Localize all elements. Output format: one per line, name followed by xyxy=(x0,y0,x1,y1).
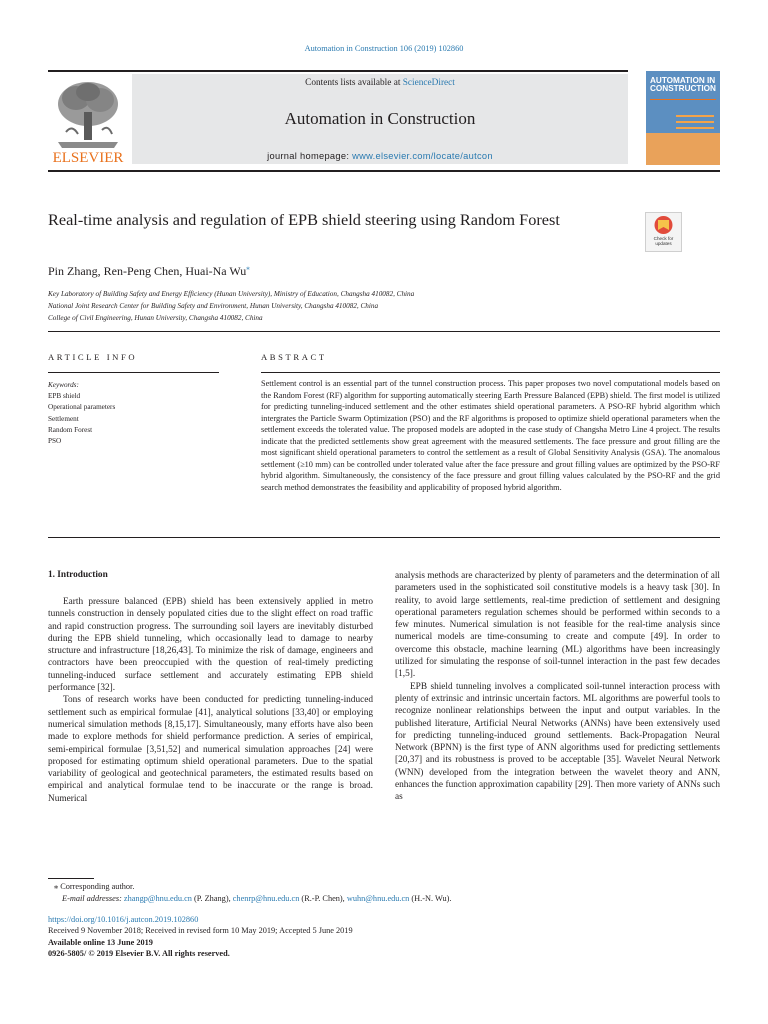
email-link[interactable]: zhangp@hnu.edu.cn xyxy=(123,894,192,904)
keyword-item: EPB shield xyxy=(48,392,81,401)
cover-title-line2: CONSTRUCTION xyxy=(650,84,716,94)
body-paragraph: analysis methods are characterized by plenty of parameters and the determination of all parameters used in the sophisticated soil constitutive models is a heavy task [30]. In reality, to avoid large settlements, real-time prediction of settlement and designing operational parameters regulation schemes should be performed within seconds to a few minutes. Numerical simulation is not feasible for the real-time analysis since numerical models are time-consuming to create and compute [49]. In order to overcome this obstacle, machine learning (ML) algorithms have been increasingly utilized for simulating the response of soil-tunnel interaction in the past few decades [1,5]. xyxy=(395,571,720,680)
keywords-label: Keywords: xyxy=(48,381,79,389)
elsevier-logo[interactable] xyxy=(48,76,128,164)
publication-info xyxy=(48,914,353,960)
affiliation-item: National Joint Research Center for Building Safety and Environment, Hunan University, Changsha 410082, China xyxy=(48,302,379,310)
cover-title xyxy=(650,77,716,94)
email-owner: (P. Zhang), xyxy=(191,894,233,904)
email-line xyxy=(48,893,451,905)
footnote-rule xyxy=(48,878,94,879)
cover-stripe xyxy=(676,115,714,117)
email-owner: (R.-P. Chen), xyxy=(299,894,347,904)
homepage-label: journal homepage: xyxy=(267,151,353,161)
elsevier-tree-logo xyxy=(48,76,128,164)
copyright: 0926-5805/ © 2019 Elsevier B.V. All rights reserved. xyxy=(48,949,230,959)
author-list xyxy=(48,264,250,279)
footnotes xyxy=(48,881,451,906)
authors-text: Pin Zhang, Ren-Peng Chen, Huai-Na Wu xyxy=(48,264,247,278)
journal-homepage xyxy=(132,151,628,161)
keywords-block xyxy=(48,380,218,447)
body-paragraph: Earth pressure balanced (EPB) shield has been extensively applied in metro tunnels construction in densely populated cities due to the slight effect on road traffic and rapid construction progress. The surrounding soil layers are inevitably disturbed during the EPB shield tunneling, which occasionally lead to damage to nearby structure and infrastructure [18,26,43]. To minimize the risk of damage, engineers and contractors have been preoccupied with the question of real-timely predicting tunneling-induced surface settlement and accurately estimating EPB shield performance [32]. xyxy=(48,597,373,694)
cover-rule xyxy=(650,99,716,100)
email-label: E-mail addresses: xyxy=(62,894,124,904)
journal-cover[interactable] xyxy=(646,71,720,165)
contents-prefix: Contents lists available at xyxy=(305,78,403,88)
affiliation-item: College of Civil Engineering, Hunan University, Changsha 410082, China xyxy=(48,314,263,322)
cover-image xyxy=(646,133,720,165)
received-dates: Received 9 November 2018; Received in revised form 10 May 2019; Accepted 5 June 2019 xyxy=(48,926,353,936)
abstract-rule xyxy=(261,372,720,373)
email-link[interactable]: wuhn@hnu.edu.cn xyxy=(346,894,410,904)
corresponding-author-mark[interactable]: ⁎ xyxy=(246,264,250,272)
doi-link[interactable]: https://doi.org/10.1016/j.autcon.2019.102860 xyxy=(48,915,199,924)
contents-line xyxy=(132,78,628,88)
check-for-updates-badge[interactable] xyxy=(645,212,682,252)
check-for-updates-label: Check for updates xyxy=(653,236,674,246)
banner-divider xyxy=(48,170,720,172)
journal-banner xyxy=(132,74,628,164)
abstract-text: Settlement control is an essential part of the tunnel construction process. This paper proposes two novel computational models based on the Random Forest (RF) algorithm for supporting automatically steering Earth Pressure Balanced (EPB) shield. The first model is utilized for predicting tunneling-induced settlement and the other estimates shield operational parameters. A PSO-RF hybrid algorithm which intergrates the Particle Swarm Optimization (PSO) and the RF algorithms is proposed to optimize shield operational parameters when the settlement exceeds the tolerated value. The proposed models are adopted in the case study of Changsha Metro Line 4 project. The results indicate that the predicted settlements show great agreement with the measured settlements. The face pressure and grout filling are the most significant shield operational parameters to control the settlement as a result of Global Sensitivity Analysis (GSA). The anomalous settlement (≥10 mm) can be controlled under tolerated value after the face pressure and grout filling values are optimized by the PSO-RF hybrid algorithm. Simultaneously, the consistency of the face pressure and grout filling values calculated by the PSO-RF and the grid search method demonstrates the feasibility and applicability of proposed hybrid algorithm. xyxy=(261,379,720,492)
cover-stripe xyxy=(676,127,714,129)
keyword-item: PSO xyxy=(48,437,62,446)
top-divider xyxy=(48,70,628,72)
publisher-wordmark: ELSEVIER xyxy=(52,150,124,164)
journal-citation[interactable]: Automation in Construction 106 (2019) 102860 xyxy=(304,44,464,53)
cover-title-line1: AUTOMATION IN xyxy=(650,76,716,85)
body-paragraph: EPB shield tunneling involves a complicated soil-tunnel interaction process with plenty of extrinsic and intrinsic uncertain factors. ML algorithms are powerful tools to recognize nonlinear relationships between the input and output variables. In the published literature, Artificial Neural Networks (ANNs) have been extensively used for predicting tunneling-induced ground settlements. Back-Propagation Neural Network (BPNN) is the first type of ANN algorithms used for predicting settlements [20,37] and its robustness is proved to be acceptable [35]. Wavelet Neural Network (WNN) developed from the integration between the wavelet theory and ANN, enhances the function approximation capability [29]. Then more variety of ANNs such as xyxy=(395,681,720,803)
available-online: Available online 13 June 2019 xyxy=(48,937,153,947)
homepage-link[interactable]: www.elsevier.com/locate/autcon xyxy=(352,151,493,161)
affiliation-item: Key Laboratory of Building Safety and Energy Efficiency (Hunan University), Ministry of Education, Changsha 410082, China xyxy=(48,290,415,298)
keyword-item: Random Forest xyxy=(48,425,93,434)
cover-stripe xyxy=(676,121,714,123)
keyword-item: Operational parameters xyxy=(48,403,116,412)
sciencedirect-link[interactable]: ScienceDirect xyxy=(402,78,455,88)
check-for-updates-icon xyxy=(645,212,682,252)
body-paragraph: Tons of research works have been conducted for predicting tunneling-induced settlement such as empirical formulae [41], analytical solutions [33,40] or employing numerical simulation methods [8,15,17]. Simultaneously, many efforts have also been made to explore methods for shield performance prediction. A series of empirical, semi-empirical formulae [3,51,52] and numerical simulation approaches [24] were proposed for estimating optimum shield operational parameters. Due to the spatial variability of geological and geotechnical parameters, the estimated results based on empirical and analytical formulae tend to be inaccurate or the range is broad. Numerical xyxy=(48,695,373,804)
article-title: Real-time analysis and regulation of EPB shield steering using Random Forest xyxy=(48,210,560,229)
affiliations xyxy=(48,288,668,324)
section-heading-introduction: 1. Introduction xyxy=(48,570,108,580)
email-link[interactable]: chenrp@hnu.edu.cn xyxy=(232,894,300,904)
journal-title: Automation in Construction xyxy=(284,109,476,128)
abstract-divider xyxy=(48,537,720,538)
keyword-item: Settlement xyxy=(48,414,79,423)
article-info-heading: ARTICLE INFO xyxy=(48,352,138,362)
corresponding-author-note: ⁎ Corresponding author. xyxy=(54,882,135,891)
body-column-right xyxy=(395,570,720,804)
abstract-heading: ABSTRACT xyxy=(261,352,327,362)
body-column-left xyxy=(48,596,373,805)
header-divider xyxy=(48,331,720,332)
email-owner: (H.-N. Wu). xyxy=(409,894,452,904)
article-info-rule xyxy=(48,372,219,373)
